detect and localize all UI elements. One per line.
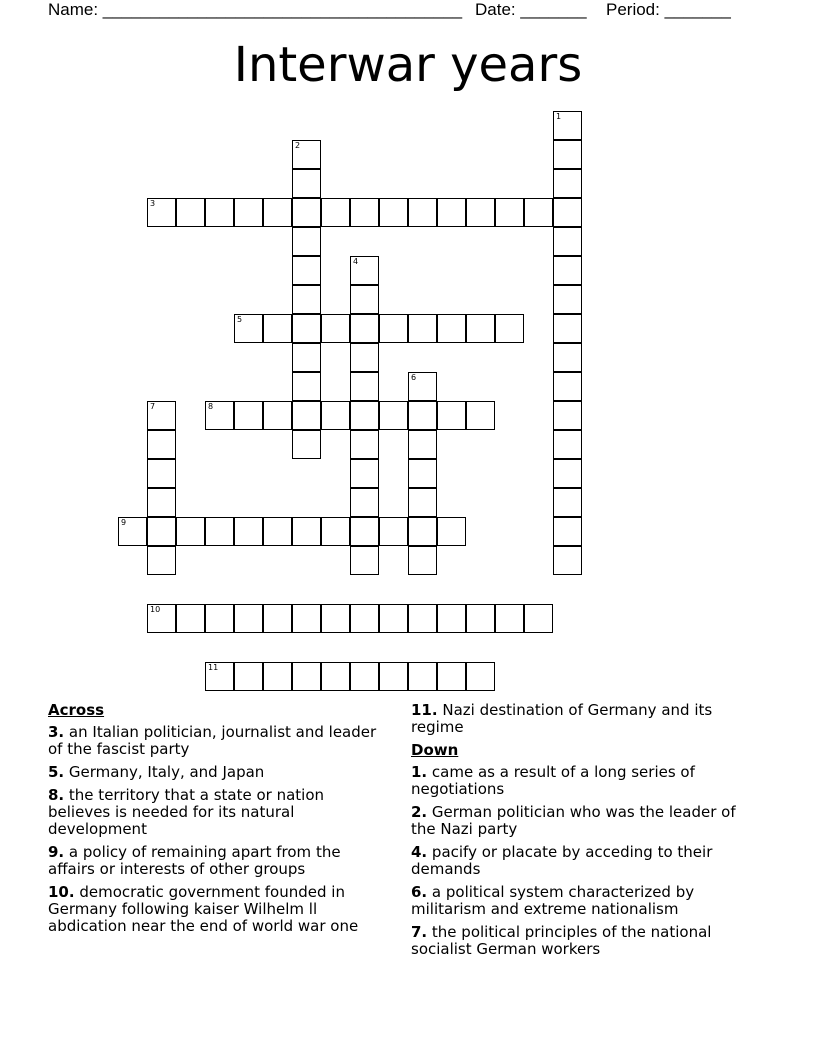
clue-number: 6. (411, 883, 428, 901)
grid-cell[interactable] (553, 488, 582, 517)
clue-down-7 (411, 924, 751, 958)
grid-cell[interactable] (321, 517, 350, 546)
grid-cell[interactable] (234, 604, 263, 633)
grid-cell[interactable] (379, 662, 408, 691)
grid-cell[interactable] (205, 662, 234, 691)
grid-cell[interactable] (292, 517, 321, 546)
clue-number: 3. (48, 723, 65, 741)
down-heading: Down (411, 741, 459, 759)
grid-cell[interactable] (437, 517, 466, 546)
grid-cell[interactable] (234, 662, 263, 691)
clue-number: 2. (411, 803, 428, 821)
grid-cell[interactable] (350, 517, 379, 546)
grid-cell[interactable] (379, 198, 408, 227)
grid-cell[interactable] (437, 314, 466, 343)
grid-cell[interactable] (321, 662, 350, 691)
grid-cell[interactable] (292, 256, 321, 285)
grid-cell[interactable] (263, 198, 292, 227)
grid-cell[interactable] (292, 662, 321, 691)
grid-cell[interactable] (553, 140, 582, 169)
grid-cell[interactable] (263, 604, 292, 633)
grid-cell[interactable] (379, 604, 408, 633)
grid-cell[interactable] (205, 517, 234, 546)
clue-text: Nazi destination of Germany and its regime (411, 701, 713, 736)
grid-cell[interactable] (350, 604, 379, 633)
grid-cell[interactable] (350, 372, 379, 401)
clue-across-11 (411, 702, 751, 736)
grid-cell[interactable] (147, 517, 176, 546)
grid-cell[interactable] (495, 314, 524, 343)
cell-number: 3 (150, 199, 156, 208)
grid-cell[interactable] (147, 546, 176, 575)
clue-text: a political system characterized by militarism and extreme nationalism (411, 883, 695, 918)
grid-cell[interactable] (553, 256, 582, 285)
grid-cell[interactable] (437, 198, 466, 227)
grid-cell[interactable] (292, 604, 321, 633)
grid-cell[interactable] (147, 198, 176, 227)
name-blank: ______________________________________ (102, 0, 463, 19)
grid-cell[interactable] (350, 459, 379, 488)
clue-number: 8. (48, 786, 65, 804)
clues-right-column (411, 702, 751, 964)
grid-cell[interactable] (466, 604, 495, 633)
name-label: Name: (48, 0, 103, 19)
clue-number: 10. (48, 883, 75, 901)
grid-cell[interactable] (205, 401, 234, 430)
clue-text: Germany, Italy, and Japan (68, 763, 265, 781)
grid-cell[interactable] (118, 517, 147, 546)
date-label: Date: (475, 0, 521, 19)
grid-cell[interactable] (234, 401, 263, 430)
clue-across-8 (48, 787, 388, 838)
grid-cell[interactable] (553, 169, 582, 198)
clue-text: the political principles of the national socialist German workers (411, 923, 712, 958)
grid-cell[interactable] (176, 517, 205, 546)
grid-cell[interactable] (553, 314, 582, 343)
clue-across-10 (48, 884, 388, 935)
clue-number: 7. (411, 923, 428, 941)
grid-cell[interactable] (176, 198, 205, 227)
grid-cell[interactable] (321, 604, 350, 633)
grid-cell[interactable] (437, 401, 466, 430)
grid-cell[interactable] (379, 517, 408, 546)
grid-cell[interactable] (321, 198, 350, 227)
cell-number: 10 (150, 605, 161, 614)
grid-cell[interactable] (408, 459, 437, 488)
grid-cell[interactable] (147, 488, 176, 517)
grid-cell[interactable] (408, 604, 437, 633)
cell-number: 1 (556, 112, 562, 121)
grid-cell[interactable] (408, 662, 437, 691)
clue-number: 11. (411, 701, 438, 719)
clue-down-4 (411, 844, 751, 878)
clue-across-9 (48, 844, 388, 878)
grid-cell[interactable] (553, 343, 582, 372)
grid-cell[interactable] (408, 430, 437, 459)
clue-across-3 (48, 724, 388, 758)
cell-number: 7 (150, 402, 156, 411)
cell-number: 11 (208, 663, 219, 672)
clue-text: the territory that a state or nation believes is needed for its natural development (48, 786, 325, 838)
grid-cell[interactable] (553, 198, 582, 227)
clues-left-column (48, 702, 388, 941)
grid-cell[interactable] (321, 401, 350, 430)
grid-cell[interactable] (147, 459, 176, 488)
grid-cell[interactable] (408, 517, 437, 546)
date-blank: _______ (520, 0, 587, 19)
clue-number: 9. (48, 843, 65, 861)
grid-cell[interactable] (495, 198, 524, 227)
clue-across-5 (48, 764, 388, 781)
grid-cell[interactable] (553, 372, 582, 401)
across-heading: Across (48, 701, 105, 719)
grid-cell[interactable] (466, 401, 495, 430)
grid-cell[interactable] (350, 314, 379, 343)
period-blank: _______ (664, 0, 731, 19)
period-label: Period: (606, 0, 665, 19)
grid-cell[interactable] (292, 198, 321, 227)
grid-cell[interactable] (292, 285, 321, 314)
grid-cell[interactable] (205, 198, 234, 227)
clue-down-6 (411, 884, 751, 918)
clue-text: German politician who was the leader of the Nazi party (411, 803, 736, 838)
grid-cell[interactable] (466, 662, 495, 691)
grid-cell[interactable] (292, 227, 321, 256)
grid-cell[interactable] (234, 314, 263, 343)
clue-number: 4. (411, 843, 428, 861)
grid-cell[interactable] (263, 662, 292, 691)
grid-cell[interactable] (350, 488, 379, 517)
cell-number: 2 (295, 141, 301, 150)
grid-cell[interactable] (553, 430, 582, 459)
grid-cell[interactable] (466, 198, 495, 227)
clue-text: a policy of remaining apart from the affairs or interests of other groups (48, 843, 341, 878)
grid-cell[interactable] (292, 169, 321, 198)
clue-number: 1. (411, 763, 428, 781)
grid-cell[interactable] (350, 198, 379, 227)
clue-down-1 (411, 764, 751, 798)
grid-cell[interactable] (263, 314, 292, 343)
grid-cell[interactable] (350, 343, 379, 372)
grid-cell[interactable] (553, 285, 582, 314)
grid-cell[interactable] (553, 227, 582, 256)
grid-cell[interactable] (524, 198, 553, 227)
grid-cell[interactable] (408, 314, 437, 343)
clue-text: an Italian politician, journalist and leader of the fascist party (48, 723, 377, 758)
grid-cell[interactable] (495, 604, 524, 633)
grid-cell[interactable] (234, 517, 263, 546)
grid-cell[interactable] (408, 546, 437, 575)
grid-cell[interactable] (379, 401, 408, 430)
grid-cell[interactable] (350, 256, 379, 285)
clue-text: pacify or placate by acceding to their demands (411, 843, 713, 878)
grid-cell[interactable] (350, 662, 379, 691)
grid-cell[interactable] (350, 285, 379, 314)
grid-cell[interactable] (292, 430, 321, 459)
grid-cell[interactable] (147, 604, 176, 633)
grid-cell[interactable] (553, 517, 582, 546)
grid-cell[interactable] (350, 401, 379, 430)
cell-number: 8 (208, 402, 214, 411)
grid-cell[interactable] (292, 372, 321, 401)
grid-cell[interactable] (234, 198, 263, 227)
grid-cell[interactable] (292, 401, 321, 430)
grid-cell[interactable] (292, 343, 321, 372)
grid-cell[interactable] (263, 401, 292, 430)
grid-cell[interactable] (292, 140, 321, 169)
grid-cell[interactable] (524, 604, 553, 633)
grid-cell[interactable] (408, 401, 437, 430)
grid-cell[interactable] (321, 314, 350, 343)
grid-cell[interactable] (553, 546, 582, 575)
grid-cell[interactable] (176, 604, 205, 633)
grid-cell[interactable] (292, 314, 321, 343)
page-title: Interwar years (233, 37, 583, 93)
grid-cell[interactable] (408, 488, 437, 517)
grid-cell[interactable] (408, 198, 437, 227)
grid-cell[interactable] (466, 314, 495, 343)
grid-cell[interactable] (408, 372, 437, 401)
clue-text: democratic government founded in Germany following kaiser Wilhelm ll abdication near the end of world war one (48, 883, 359, 935)
grid-cell[interactable] (437, 662, 466, 691)
cell-number: 5 (237, 315, 243, 324)
cell-number: 9 (121, 518, 127, 527)
clue-number: 5. (48, 763, 65, 781)
clue-text: came as a result of a long series of negotiations (411, 763, 695, 798)
grid-cell[interactable] (350, 430, 379, 459)
grid-cell[interactable] (437, 604, 466, 633)
grid-cell[interactable] (263, 517, 292, 546)
cell-number: 4 (353, 257, 359, 266)
grid-cell[interactable] (553, 459, 582, 488)
grid-cell[interactable] (147, 430, 176, 459)
cell-number: 6 (411, 373, 417, 382)
clue-down-2 (411, 804, 751, 838)
grid-cell[interactable] (553, 401, 582, 430)
grid-cell[interactable] (147, 401, 176, 430)
grid-cell[interactable] (205, 604, 234, 633)
grid-cell[interactable] (379, 314, 408, 343)
grid-cell[interactable] (553, 111, 582, 140)
grid-cell[interactable] (350, 546, 379, 575)
